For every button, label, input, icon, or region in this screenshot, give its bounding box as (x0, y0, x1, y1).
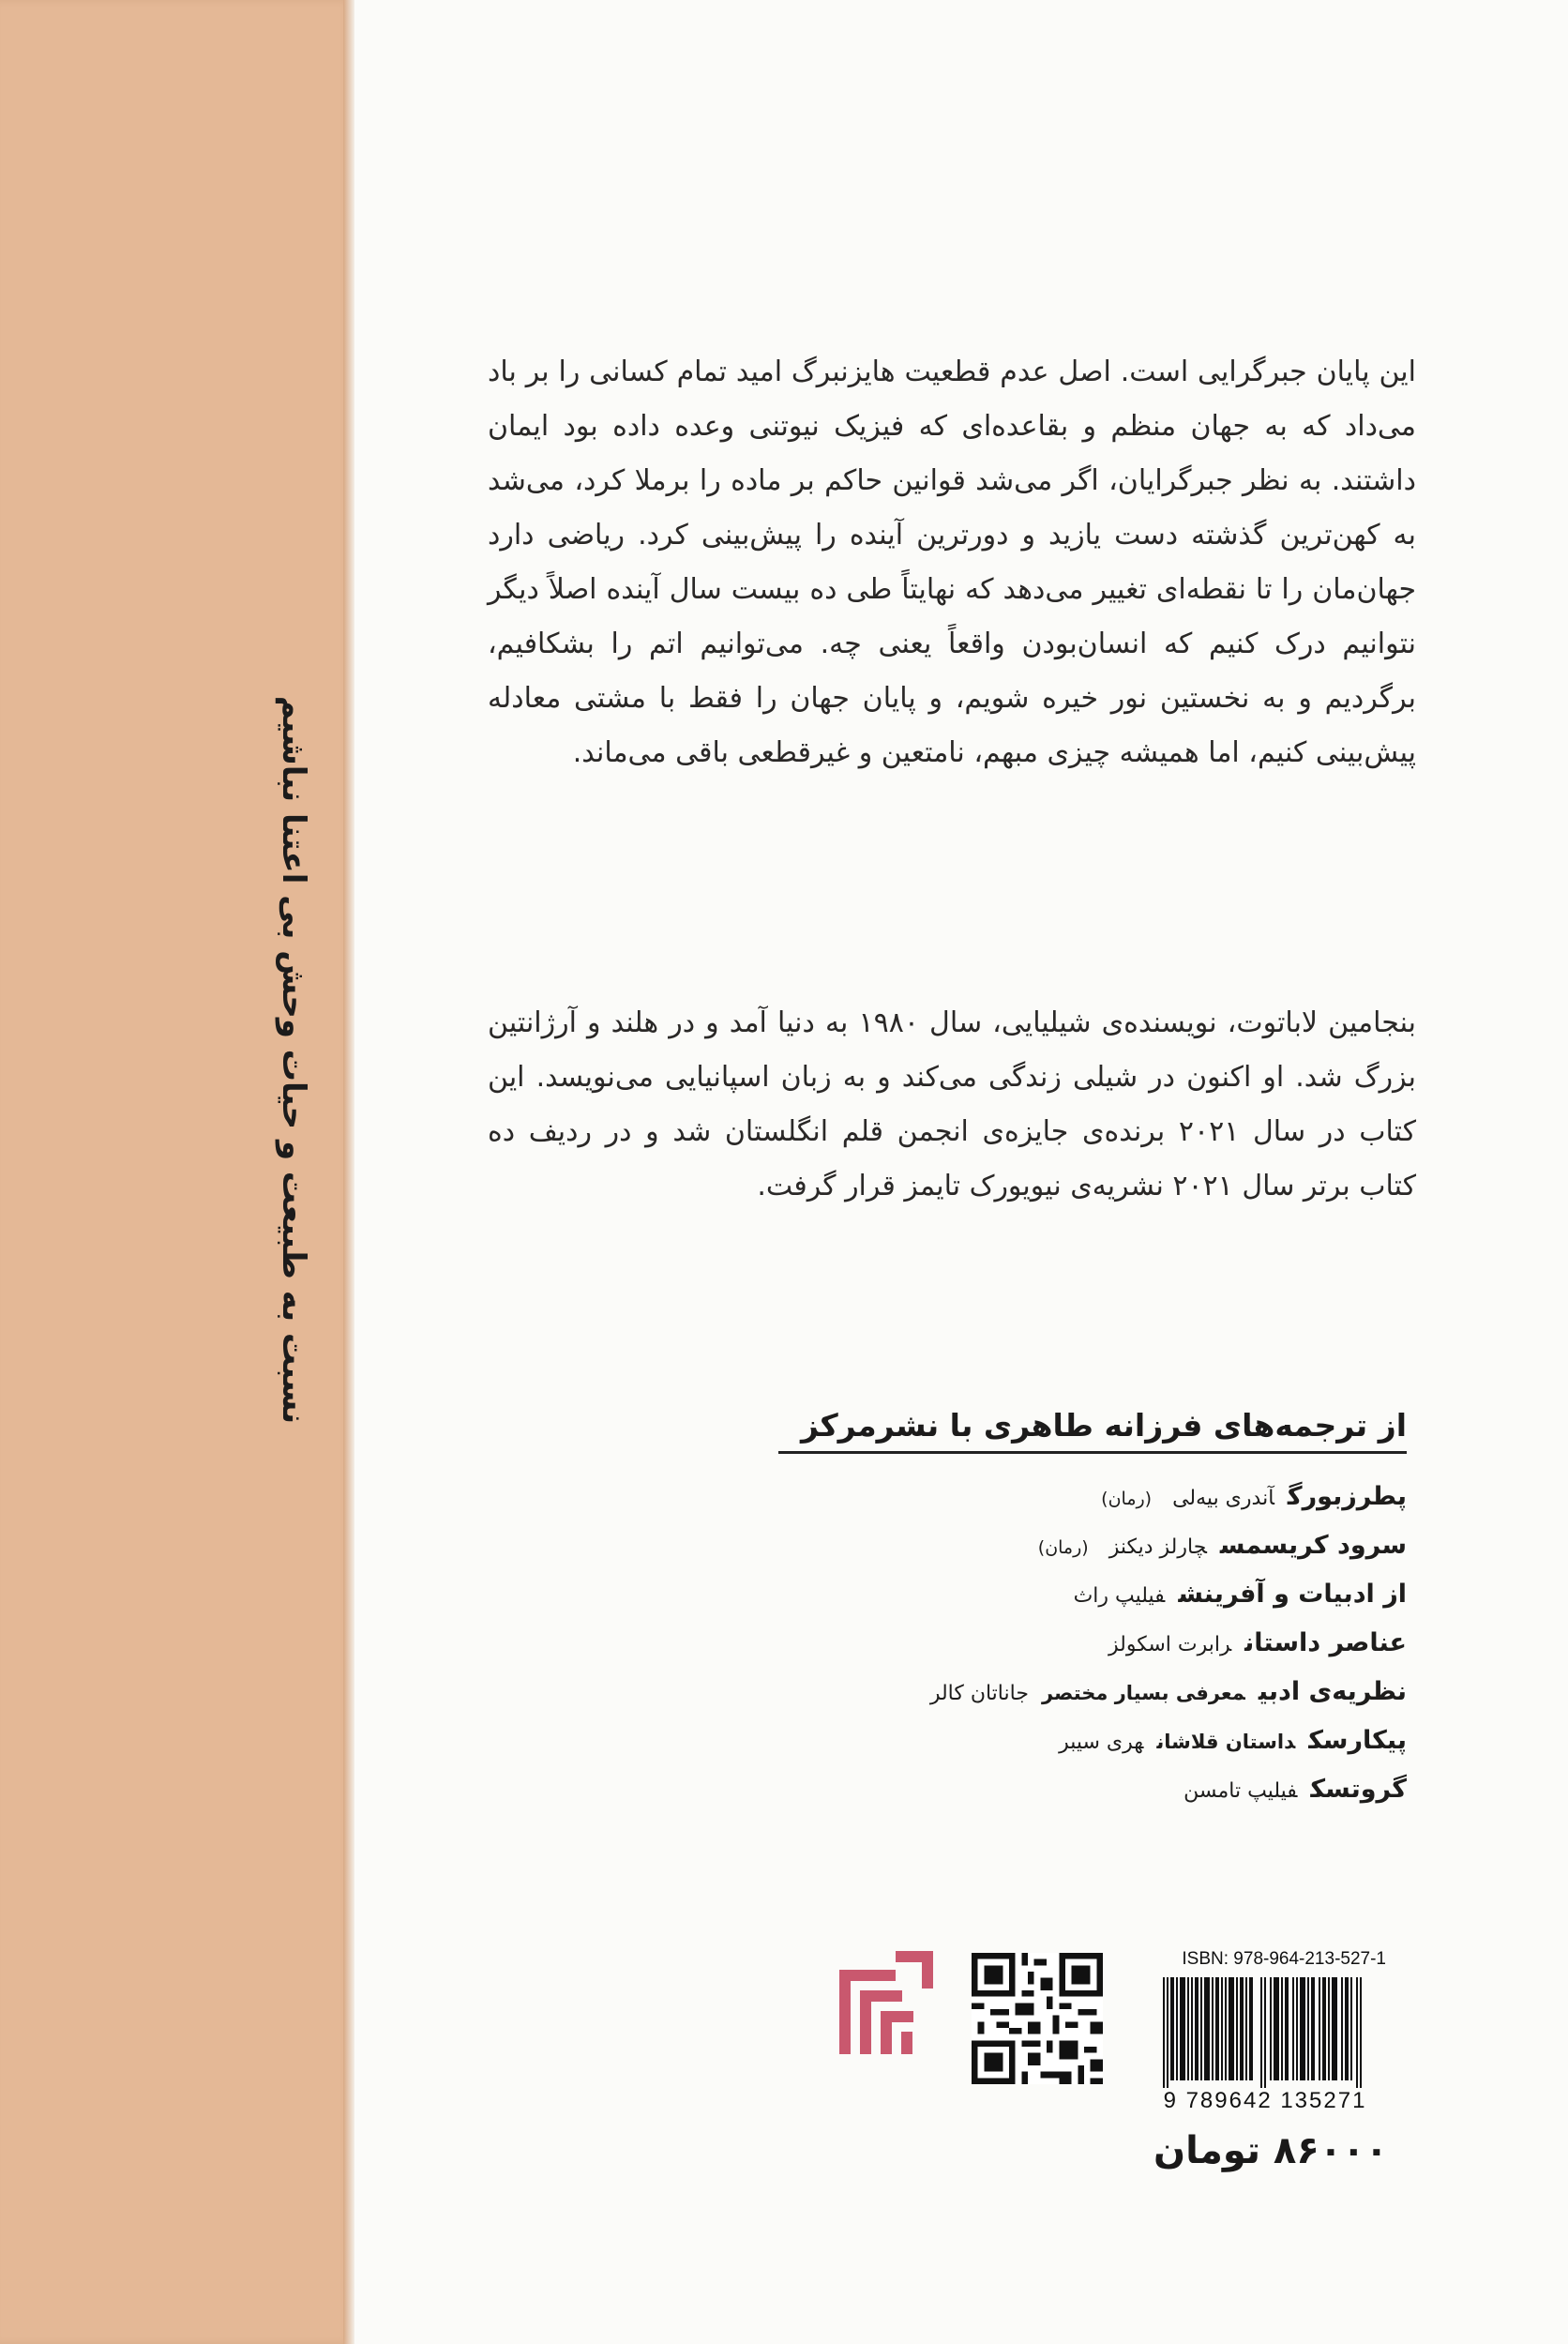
list-item (844, 1619, 1407, 1668)
list-item (844, 1668, 1407, 1716)
book-subtitle: داستان قلاشان (1156, 1731, 1296, 1753)
book-title: عناصر داستان (1244, 1628, 1407, 1657)
spine-title: نسبت به طبیعت و حیات وحش بی اعتنا نباشیم (275, 695, 312, 1425)
list-item (844, 1521, 1407, 1570)
book-title: گروتسک (1310, 1775, 1407, 1804)
book-genre: (رمان) (1037, 1537, 1089, 1558)
book-author: فیلیپ راث (1073, 1584, 1166, 1608)
blurb-paragraph-1: این پایان جبرگرایی است. اصل عدم قطعیت هایزنبرگ امید تمام کسانی را بر باد می‌داد که به جهان منظم و بقاعده‌ای که فیزیک نیوتنی وعده داده بود ایمان داشتند. به نظر جبرگرایان، اگر می‌شد قوانین حاکم بر ماده را برملا کرد، می‌شد به کهن‌ترین گذشته دست یازید و دورترین آینده را پیش‌بینی کرد. ریاضی دارد جهان‌مان را تا نقطه‌ای تغییر می‌دهد که نهایتاً طی ده بیست سال آینده اصلاً دیگر نتوانیم درک کنیم که انسان‌بودن واقعاً یعنی چه. می‌توانیم اتم را بشکافیم، برگردیم و به نخستین نور خیره شویم، و پایان جهان را فقط با مشتی معادله پیش‌بینی کنیم، اما همیشه چیزی مبهم، نامتعین و غیرقطعی باقی می‌ماند. (488, 355, 1416, 769)
spine (0, 0, 353, 2344)
spine-edge (343, 0, 354, 2344)
book-subtitle: معرفی بسیار مختصر (1041, 1682, 1245, 1704)
book-author: جاناتان کالر (929, 1682, 1029, 1705)
book-title: از ادبیات و آفرینش (1178, 1580, 1407, 1609)
author-bio-paragraph: بنجامین لاباتوت، نویسنده‌ی شیلیایی، سال ۱۹۸۰ به دنیا آمد و در هلند و آرژانتین بزرگ شد. او اکنون در شیلی زندگی می‌کند و به زبان اسپانیایی می‌نویسد. این کتاب در سال ۲۰۲۱ برنده‌ی جایزه‌ی انجمن قلم انگلستان شد و در ردیف ده کتاب برتر سال ۲۰۲۱ نشریه‌ی نیویورک تایمز قرار گرفت. (488, 1006, 1416, 1202)
book-title: سرود کریسمس (1219, 1531, 1407, 1560)
barcode-icon (1144, 1977, 1386, 2088)
price: ۸۶۰۰۰ تومان (1153, 2129, 1388, 2172)
list-item (844, 1716, 1407, 1765)
book-title: پیکارسک (1308, 1726, 1407, 1755)
isbn-barcode (1144, 1949, 1386, 2113)
book-author: رابرت اسکولز (1108, 1633, 1232, 1656)
book-author: چارلز دیکنز (1108, 1535, 1207, 1559)
book-author: آندری بیه‌لی (1172, 1487, 1274, 1510)
book-title: نظریه‌ی ادبی (1258, 1677, 1407, 1706)
translations-heading: از ترجمه‌های فرزانه طاهری با نشرمرکز (778, 1407, 1407, 1454)
qr-code-icon (972, 1953, 1103, 2088)
isbn-label: ISBN: 978-964-213-527-1 (1182, 1949, 1386, 1969)
nashr-e-markaz-logo-icon (839, 1951, 933, 2058)
book-author: هری سیبر (1059, 1731, 1144, 1754)
barcode-digits: 9 789642 135271 (1163, 2088, 1367, 2113)
book-author: فیلیپ تامسن (1184, 1779, 1298, 1803)
book-title: پطرزبورگ (1287, 1482, 1407, 1511)
list-item (844, 1473, 1407, 1521)
list-item (844, 1570, 1407, 1619)
book-genre: (رمان) (1101, 1489, 1153, 1509)
list-item (844, 1765, 1407, 1814)
translated-books-list (844, 1473, 1407, 1814)
